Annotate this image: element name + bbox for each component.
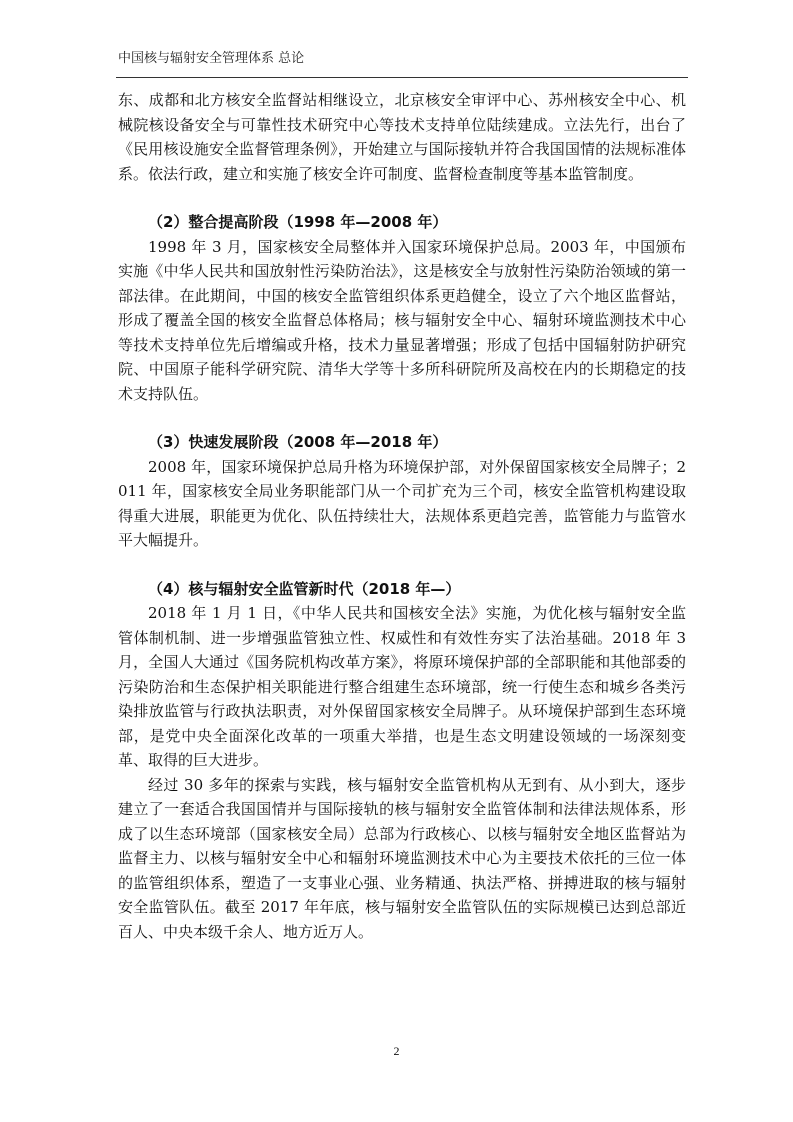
section-4-paragraph-2: 经过 30 多年的探索与实践，核与辐射安全监管机构从无到有、从小到大，逐步建立了一套适合我国国情并与国际接轨的核与辐射安全监管体制和法律法规体系，形成了以生态环境部（国家核安全局）总部为行政核心、以核与辐射安全地区监督站为监督主力、以核与辐射安全中心和辐射环境监测技术中心为主要技术依托的三位一体的监管组织体系，塑造了一支事业心强、业务精通、执法严格、拼搏进取的核与辐射安全监管队伍。截至 2017 年年底，核与辐射安全监管队伍的实际规模已达到总部近百人、中央本级千余人、地方近万人。 <box>118 775 686 941</box>
section-4-paragraph-1: 2018 年 1 月 1 日，《中华人民共和国核安全法》实施，为优化核与辐射安全监管体制机制、进一步增强监管独立性、权威性和有效性夯实了法治基础。2018 年 3 月，全国人大通过《国务院机构改革方案》，将原环境保护部的全部职能和其他部委的污染防治和生态保护相关职能进行整合组建生态环境部，统一行使生态和城乡各类污染排放监管与行政执法职责，对外保留国家核安全局牌子。从环境保护部到生态环境部，是党中央全面深化改革的一项重大举措，也是生态文明建设领域的一场深刻变革、取得的巨大进步。 <box>118 604 686 769</box>
section-heading-3: （3）快速发展阶段（2008 年—2018 年） <box>148 433 448 451</box>
header-divider <box>116 77 688 78</box>
page-number: 2 <box>393 1044 400 1058</box>
section-heading-2: （2）整合提高阶段（1998 年—2008 年） <box>148 213 448 231</box>
section-2-paragraph: 1998 年 3 月，国家核安全局整体并入国家环境保护总局。2003 年，中国颁布实施《中华人民共和国放射性污染防治法》，这是核安全与放射性污染防治领域的第一部法律。在此期间，中国的核安全监管组织体系更趋健全，设立了六个地区监督站，形成了覆盖全国的核安全监督总体格局；核与辐射安全中心、辐射环境监测技术中心等技术支持单位先后增编或升格，技术力量显著增强；形成了包括中国辐射防护研究院、中国原子能科学研究院、清华大学等十多所科研院所及高校在内的长期稳定的技术支持队伍。 <box>118 237 686 403</box>
intro-paragraph: 东、成都和北方核安全监督站相继设立，北京核安全审评中心、苏州核安全中心、机械院核设备安全与可靠性技术研究中心等技术支持单位陆续建成。立法先行，出台了《民用核设施安全监督管理条例》，开始建立与国际接轨并符合我国国情的法规标准体系。依法行政，建立和实施了核安全许可制度、监督检查制度等基本监管制度。 <box>118 91 686 183</box>
section-heading-4: （4）核与辐射安全监管新时代（2018 年—） <box>148 579 461 598</box>
section-spacer <box>118 553 686 577</box>
running-header: 中国核与辐射安全管理体系 总论 <box>118 51 305 66</box>
section-spacer <box>118 186 686 210</box>
section-3-paragraph: 2008 年，国家环境保护总局升格为环境保护部，对外保留国家核安全局牌子；2011 年，国家核安全局业务职能部门从一个司扩充为三个司，核安全监管机构建设取得重大进展，职能更为优化、队伍持续壮大，法规体系更趋完善，监管能力与监管水平大幅提升。 <box>118 457 686 549</box>
document-body <box>118 88 686 944</box>
section-spacer <box>118 406 686 430</box>
